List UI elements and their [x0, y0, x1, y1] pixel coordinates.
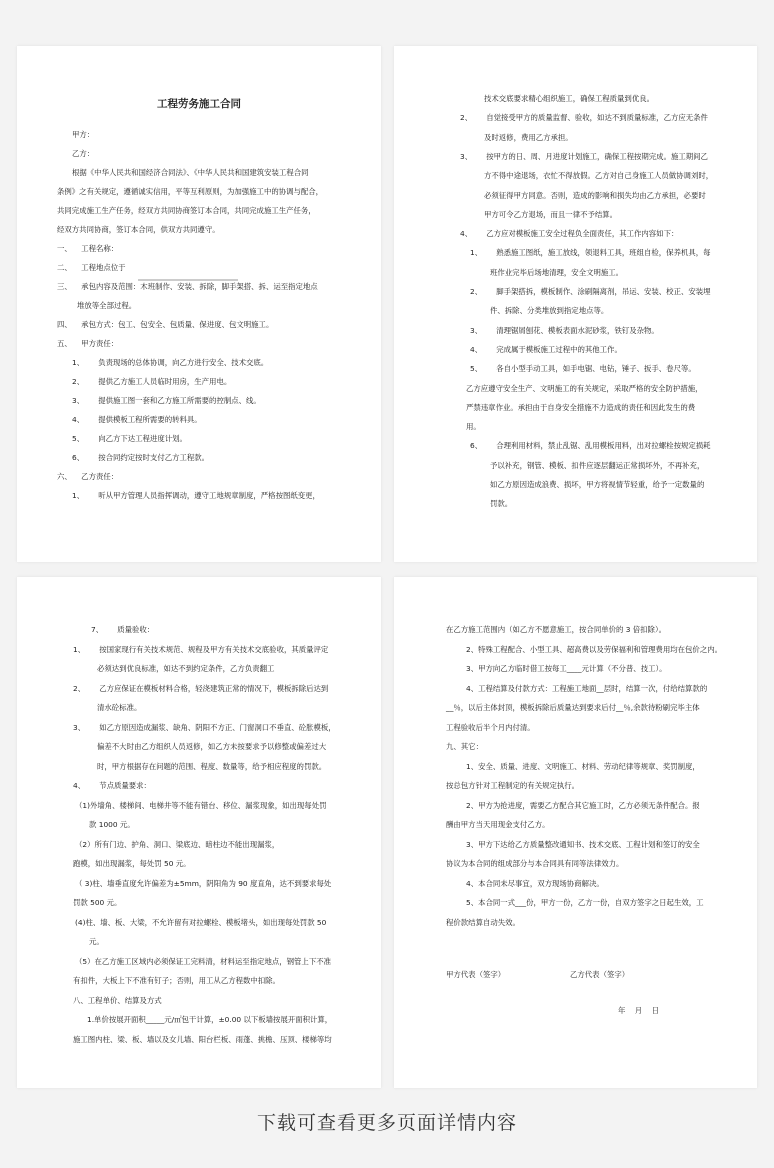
text-line: 1、安全、质量、进度、文明施工、材料、劳动纪律等规章、奖罚制度，: [466, 761, 700, 771]
text-line: 三、 承包内容及范围：木班制作、安装、拆除，脚手架搭、拆、运至指定地点: [57, 282, 318, 291]
document-page-4: [394, 577, 757, 1088]
text-line: 施工图内柱、梁、板、墙以及女儿墙、阳台栏板、雨蓬、挑檐、压顶、楼梯等均: [73, 1034, 332, 1044]
text-line: 经双方共同协商，签订本合同，供双方共同遵守。: [57, 225, 220, 234]
text-line: 1、 熟悉施工图纸，施工放线，领退料工具，班组自检，保养机具，每: [470, 248, 711, 258]
text-line: 酬由甲方当天用现金支付乙方。: [446, 820, 550, 829]
text-line: 五、 甲方责任：: [57, 339, 119, 348]
text-line: 必须达到优良标准，如达不到约定条件，乙方负责翻工: [97, 664, 275, 673]
text-line: 3、 按甲方的日、周、月进度计划施工，确保工程按期完成。施工期间乙: [460, 151, 708, 161]
text-line: 3、 如乙方原因造成漏浆、缺角、阴阳不方正、门窗洞口不垂直、砼胀模板，: [73, 722, 336, 732]
text-line: (4)柱、墙、板、大梁，不允许留有对拉螺栓、模板堵头，如出现每处罚款 50: [75, 917, 327, 927]
text-line: 2、 脚手架搭拆，模板制作、涂刷隔离剂，吊运、安装、校正、安装埋: [470, 287, 711, 296]
text-line: 7、 质量验收：: [91, 625, 155, 634]
text-line: 4、 乙方应对模板施工安全过程负全面责任，其工作内容如下：: [460, 229, 679, 239]
text-line: 5、 各自小型手动工具，如手电锯、电钻，锤子、扳手、卷尺等。: [470, 364, 696, 374]
text-line: 2、甲方为抢进度，需要乙方配合其它施工时，乙方必须无条件配合。报: [466, 800, 700, 810]
text-line: 4、 提供模板工程所需要的转料具。: [72, 415, 202, 424]
text-line: 程价款结算自动失效。: [446, 917, 520, 927]
text-line: 3、甲方下达给乙方质量整改通知书、技术交底、工程计划和签订的安全: [466, 839, 700, 849]
text-line: 九、其它：: [446, 742, 483, 751]
text-line: 甲方：: [72, 130, 95, 139]
text-line: 根据《中华人民共和国经济合同法》、《中华人民共和国建筑安装工程合同: [72, 168, 309, 177]
text-line: 3、 清理锯屑刨花、模板表面水泥砂浆，铁钉及杂物。: [470, 325, 659, 335]
text-line: 件、拆除、分类堆放到指定地点等。: [490, 306, 609, 316]
text-line: 用。: [466, 422, 481, 432]
text-line: 班作业完毕后场地清理，安全文明施工。: [490, 267, 624, 277]
text-line: 2、 自觉接受甲方的质量监督、验收，如达不到质量标准，乙方应无条件: [460, 113, 708, 123]
document-page-2: [394, 46, 757, 562]
text-line: 款 1000 元。: [89, 820, 135, 829]
text-line: 6、 按合同约定按时支付乙方工程款。: [72, 453, 210, 462]
text-line: 乙方应遵守安全生产、文明施工的有关规定，采取严格的安全防护措施，: [466, 383, 703, 393]
text-line: 协议为本合同的组成部分与本合同具有同等法律效力。: [446, 859, 624, 868]
text-line: 八、工程单价、结算及方式: [73, 995, 162, 1005]
text-line: 严禁违章作业。承担由于自身安全措施不力造成的责任和因此发生的费: [466, 402, 696, 412]
text-line: 跑模，如出现漏浆，每处罚 50 元。: [73, 859, 191, 868]
text-line: （1)外墙角、楼梯间、电梯井等不能有错台、移位、漏浆现象，如出现每处罚: [75, 800, 327, 810]
text-line: 4、工程结算及付款方式：工程施工地面__层时，结算一次，付给结算款的: [466, 683, 708, 693]
text-line: 时，甲方根据存在问题的范围、程度、数量等，给予相应程度的罚款。: [97, 761, 327, 771]
text-line: 6、 合理利用材料，禁止乱锯、乱用模板用料，出对拉螺栓按规定损耗: [470, 441, 711, 451]
text-line: 有扣件，大板上下不准有钉子；否则，用工从乙方程数中扣除。: [73, 976, 280, 985]
text-line: 共同完成施工生产任务，经双方共同协商签订本合同，共同完成施工生产任务，: [57, 206, 316, 215]
party-a-signature-label: 甲方代表（签字）: [446, 970, 506, 979]
text-line: 工程验收后半个月内付清。: [446, 722, 535, 732]
text-line: 5、本合同一式___份，甲方一份，乙方一份，自双方签字之日起生效，工: [466, 898, 704, 907]
text-line: 方不得中途退场，衣忙不得放假。乙方对自己身施工人员做协调刘时，: [484, 171, 714, 181]
document-page-1: [17, 46, 381, 562]
text-line: 1、 负责现场的总体协调，向乙方进行安全、技术交底。: [72, 358, 269, 367]
text-line: （2）所有门边、护角、洞口、梁底边、暗柱边不能出现漏浆，: [75, 839, 280, 849]
text-line: 必须征得甲方同意。否则，造成的影响和损失均由乙方承担，必要时: [484, 190, 706, 200]
text-line: 1.单价按展开面积_____元/㎡包干计算，±0.00 以下板墙按展开面积计算，: [87, 1015, 333, 1024]
text-line: 元。: [89, 937, 104, 946]
text-line: 偏差不大时由乙方组织人员返修，如乙方未按要求予以修整或偏差过大: [97, 742, 327, 751]
party-b-signature-label: 乙方代表（签字）: [570, 970, 630, 979]
download-caption: 下载可查看更多页面详情内容: [256, 1112, 517, 1134]
text-line: 清水砼标准。: [97, 703, 142, 712]
text-line: 二、 工程地点位于: [57, 263, 126, 272]
text-line: 如乙方原因造成浪费、损坏，甲方将视情节轻重，给予一定数量的: [490, 480, 705, 489]
text-line: 及时返修，费用乙方承担。: [484, 132, 573, 142]
text-line: 罚款 500 元。: [73, 898, 122, 907]
text-line: 3、 提供施工图一套和乙方施工所需要的控制点、线。: [72, 396, 261, 405]
text-line: 六、 乙方责任：: [57, 472, 119, 481]
text-line: 予以补充，钢管、模板、扣件应逐层翻运正常损坏外，不再补充，: [490, 460, 705, 470]
text-line: 甲方可令乙方退场，而且一律不予结算。: [484, 209, 618, 219]
document-page-3: [17, 577, 381, 1088]
contract-title: 工程劳务施工合同: [157, 98, 241, 110]
text-line: 条例》之有关规定，遵循诚实信用，平等互利原则，为加强施工中的协调与配合，: [57, 187, 324, 196]
text-line: 乙方：: [72, 149, 95, 158]
text-line: 2、 乙方应保证在模板材料合格，轻浇建筑正常的情况下，模板拆除后达到: [73, 683, 329, 693]
text-line: 一、 工程名称：: [57, 244, 119, 253]
text-line: 堆放等全部过程。: [77, 301, 137, 310]
text-line: 5、 向乙方下达工程进度计划。: [72, 434, 187, 443]
text-line: 3、甲方向乙方临时借工按每工____元计算（不分普、技工）。: [466, 664, 667, 673]
text-line: （ 3)柱、墙垂直度允许偏差为±5mm，阴阳角为 90 度直角，达不到要求每处: [75, 878, 332, 888]
text-line: 2、 提供乙方施工人员临时用房，生产用电。: [72, 377, 232, 386]
text-line: __％，以后主体封顶，模板拆除后质量达到要求后付__％,余款待粉刷完毕主体: [446, 703, 700, 712]
text-line: 4、 节点质量要求：: [73, 781, 151, 790]
text-line: 1、 按国家现行有关技术规范、规程及甲方有关技术交底验收，其质量评定: [73, 644, 329, 654]
text-line: 四、 承包方式：包工、包安全、包质量、保进度、包文明施工。: [57, 320, 274, 329]
text-line: 技术交底要求精心组织施工，确保工程质量到优良。: [484, 94, 654, 103]
text-line: 1、 听从甲方管理人员指挥调动，遵守工地规章制度，严格按图纸变更，: [72, 491, 320, 500]
text-line: 按总包方针对工程制定的有关规定执行。: [446, 781, 580, 790]
text-line: 4、本合同未尽事宜，双方现场协商解决。: [466, 878, 604, 888]
date-line: 年 月 日: [618, 1006, 659, 1015]
text-line: 4、 完成属于模板施工过程中的其他工作。: [470, 344, 622, 354]
text-line: 2、特殊工程配合、小型工具、超高费以及劳保福利和管理费用均在包价之内。: [466, 644, 722, 654]
text-line: （5）在乙方施工区域内必须保证工完料清，材料运至指定地点，钢管上下不准: [75, 956, 331, 966]
underline-blank: [138, 279, 238, 281]
text-line: 罚款。: [490, 499, 513, 509]
text-line: 在乙方施工范围内（如乙方不愿意施工，按合同单价的 3 倍扣除）。: [446, 625, 667, 634]
